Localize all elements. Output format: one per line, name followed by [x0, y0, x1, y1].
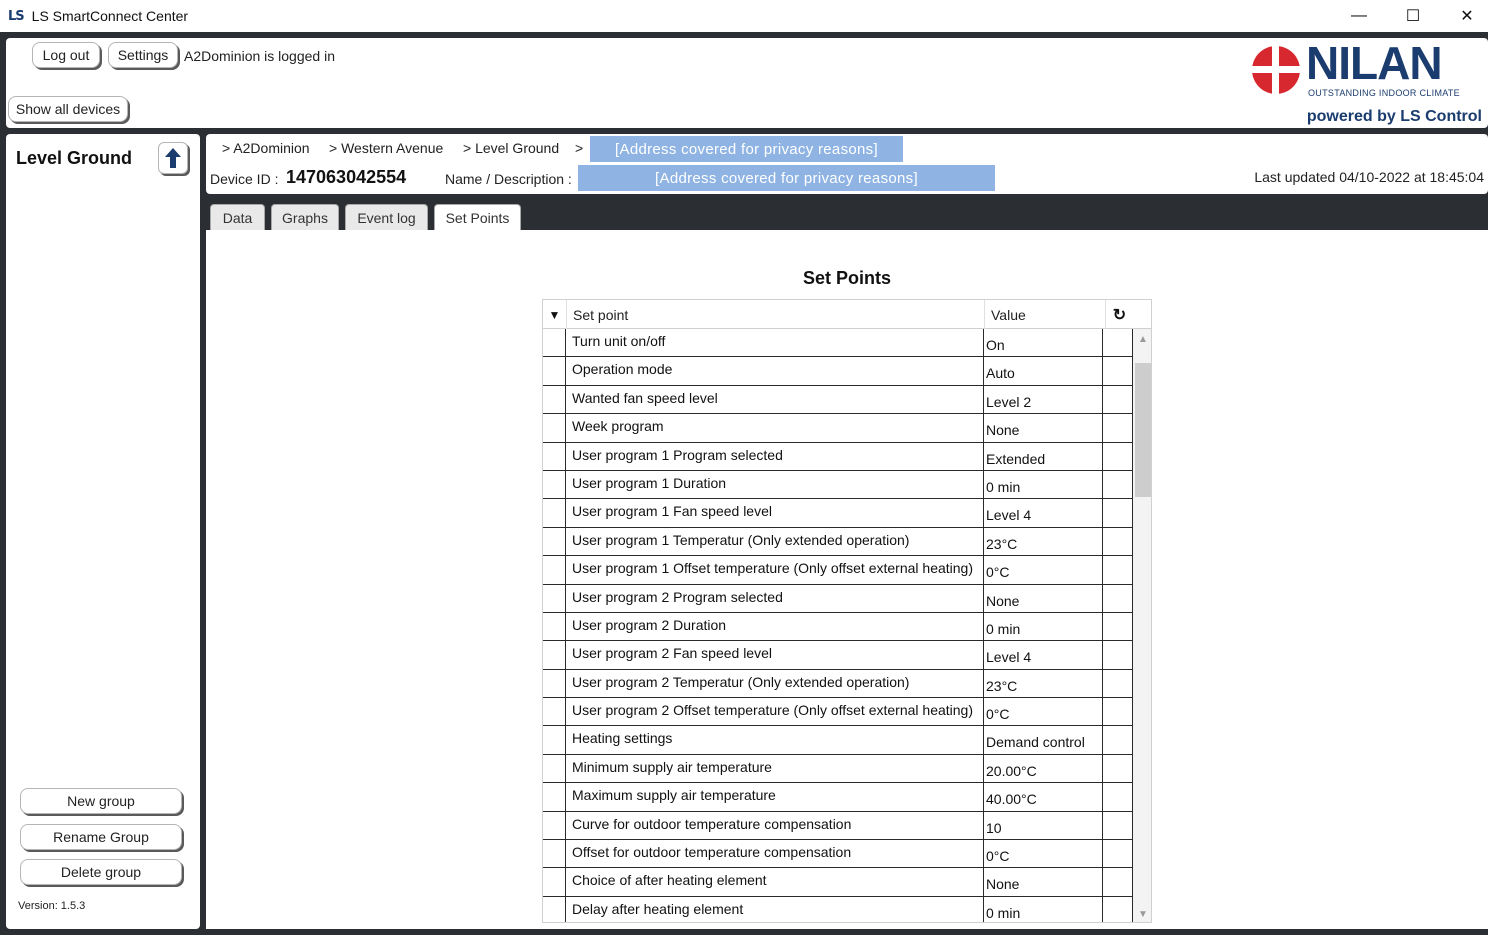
row-action-cell[interactable] — [1103, 443, 1133, 470]
window-title: LS SmartConnect Center — [31, 8, 189, 24]
row-selector[interactable] — [543, 726, 566, 753]
table-row[interactable] — [543, 897, 1133, 923]
brand-tagline: OUTSTANDING INDOOR CLIMATE — [1308, 88, 1460, 98]
set-points-panel — [206, 230, 1488, 929]
setpoint-value-cell[interactable]: 0 min — [984, 613, 1103, 640]
row-selector[interactable] — [543, 613, 566, 640]
last-updated-text: Last updated 04/10-2022 at 18:45:04 — [1254, 169, 1484, 185]
maximize-icon: ☐ — [1405, 8, 1421, 25]
setpoint-name-cell: User program 1 Fan speed level — [566, 499, 984, 526]
setpoint-value-cell[interactable]: 10 — [984, 812, 1103, 839]
table-row[interactable] — [543, 329, 1133, 357]
scroll-up-icon[interactable]: ▲ — [1138, 333, 1148, 345]
row-action-cell[interactable] — [1103, 357, 1133, 384]
row-action-cell[interactable] — [1103, 755, 1133, 782]
close-button[interactable] — [1440, 0, 1488, 32]
row-action-cell[interactable] — [1103, 528, 1133, 555]
row-selector[interactable] — [543, 868, 566, 895]
row-action-cell[interactable] — [1103, 386, 1133, 413]
breadcrumb-item[interactable]: > A2Dominion — [222, 140, 310, 156]
tab-graphs[interactable]: Graphs — [271, 204, 339, 230]
title-bar — [0, 0, 1488, 32]
close-icon: ✕ — [1460, 8, 1474, 25]
row-action-cell[interactable] — [1103, 670, 1133, 697]
column-header-value[interactable]: Value — [984, 300, 1105, 329]
scroll-thumb[interactable] — [1135, 363, 1151, 497]
show-all-devices-button[interactable]: Show all devices — [8, 96, 128, 122]
setpoint-name-cell: User program 1 Duration — [566, 471, 984, 498]
row-action-cell[interactable] — [1103, 897, 1133, 923]
rename-group-button[interactable]: Rename Group — [20, 824, 182, 850]
row-action-cell[interactable] — [1103, 556, 1133, 583]
refresh-icon[interactable]: ↻ — [1105, 300, 1133, 329]
table-row[interactable] — [543, 585, 1133, 613]
row-action-cell[interactable] — [1103, 641, 1133, 668]
table-row[interactable] — [543, 670, 1133, 698]
setpoint-value-cell[interactable]: Demand control — [984, 726, 1103, 753]
maximize-button[interactable] — [1386, 0, 1440, 32]
table-row[interactable] — [543, 556, 1133, 584]
breadcrumb-item[interactable]: > — [575, 140, 584, 156]
row-action-cell[interactable] — [1103, 613, 1133, 640]
group-sidebar — [6, 134, 200, 929]
tab-data[interactable]: Data — [210, 204, 265, 230]
table-scrollbar[interactable] — [1133, 329, 1152, 923]
setpoint-value-cell[interactable]: 23°C — [984, 670, 1103, 697]
table-row[interactable] — [543, 698, 1133, 726]
table-row[interactable] — [543, 528, 1133, 556]
table-row[interactable] — [543, 499, 1133, 527]
device-id-value: 147063042554 — [286, 167, 407, 187]
setpoint-value-cell[interactable]: Level 4 — [984, 499, 1103, 526]
table-row[interactable] — [543, 386, 1133, 414]
setpoint-name-cell: Minimum supply air temperature — [566, 755, 984, 782]
setpoint-name-cell: User program 2 Duration — [566, 613, 984, 640]
settings-button[interactable]: Settings — [108, 42, 178, 68]
setpoint-name-cell: Offset for outdoor temperature compensation — [566, 840, 984, 867]
setpoint-name-cell: Turn unit on/off — [566, 329, 984, 356]
setpoint-name-cell: Choice of after heating element — [566, 868, 984, 895]
row-selector[interactable] — [543, 443, 566, 470]
table-row[interactable] — [543, 840, 1133, 868]
set-points-title — [206, 268, 1488, 289]
row-selector[interactable] — [543, 357, 566, 384]
row-selector[interactable] — [543, 556, 566, 583]
setpoint-name-cell: User program 1 Temperatur (Only extended operation) — [566, 528, 984, 555]
setpoint-name-cell: Delay after heating element — [566, 897, 984, 923]
row-action-cell[interactable] — [1103, 868, 1133, 895]
set-points-table — [542, 299, 1152, 923]
table-row[interactable] — [543, 783, 1133, 811]
row-selector[interactable] — [543, 414, 566, 441]
breadcrumb-item[interactable]: > Level Ground — [463, 140, 560, 156]
group-up-button[interactable] — [158, 142, 188, 174]
minimize-icon: — — [1351, 7, 1367, 24]
sort-icon[interactable]: ▼ — [548, 307, 561, 322]
table-row[interactable] — [543, 812, 1133, 840]
setpoint-value-cell[interactable]: Level 4 — [984, 641, 1103, 668]
setpoint-value-cell[interactable]: On — [984, 329, 1103, 356]
row-selector[interactable] — [543, 329, 566, 356]
row-action-cell[interactable] — [1103, 812, 1133, 839]
version-label: Version: 1.5.3 — [18, 900, 86, 912]
table-row[interactable] — [543, 613, 1133, 641]
row-selector[interactable] — [543, 783, 566, 810]
tab-event-log[interactable]: Event log — [345, 204, 428, 230]
row-action-cell[interactable] — [1103, 414, 1133, 441]
setpoint-name-cell: Heating settings — [566, 726, 984, 753]
scroll-down-icon[interactable]: ▼ — [1138, 908, 1148, 920]
row-selector[interactable] — [543, 499, 566, 526]
setpoint-value-cell[interactable]: 40.00°C — [984, 783, 1103, 810]
table-row[interactable] — [543, 443, 1133, 471]
setpoint-value-cell[interactable]: 0 min — [984, 471, 1103, 498]
setpoint-name-cell: Curve for outdoor temperature compensation — [566, 812, 984, 839]
row-selector[interactable] — [543, 698, 566, 725]
row-selector[interactable] — [543, 386, 566, 413]
table-row[interactable] — [543, 357, 1133, 385]
setpoint-name-cell: User program 2 Offset temperature (Only offset external heating) — [566, 698, 984, 725]
setpoint-name-cell: User program 2 Fan speed level — [566, 641, 984, 668]
row-action-cell[interactable] — [1103, 840, 1133, 867]
row-selector[interactable] — [543, 641, 566, 668]
header-panel — [6, 38, 1488, 128]
row-selector[interactable] — [543, 755, 566, 782]
setpoint-value-cell[interactable]: 0°C — [984, 556, 1103, 583]
setpoint-value-cell[interactable]: 0°C — [984, 698, 1103, 725]
table-row[interactable] — [543, 755, 1133, 783]
row-action-cell[interactable] — [1103, 499, 1133, 526]
table-row[interactable] — [543, 868, 1133, 896]
row-selector[interactable] — [543, 528, 566, 555]
setpoint-value-cell[interactable]: Extended — [984, 443, 1103, 470]
minimize-button[interactable] — [1332, 0, 1386, 32]
setpoint-value-cell[interactable]: 0 min — [984, 897, 1103, 923]
name-description-label: Name / Description : — [445, 171, 572, 187]
address-redaction: [Address covered for privacy reasons] — [590, 136, 903, 162]
setpoint-name-cell: Operation mode — [566, 357, 984, 384]
logout-button[interactable]: Log out — [32, 42, 100, 68]
setpoint-name-cell: Maximum supply air temperature — [566, 783, 984, 810]
delete-group-button[interactable]: Delete group — [20, 859, 182, 885]
tab-set-points[interactable]: Set Points — [434, 204, 521, 231]
setpoint-name-cell: User program 1 Program selected — [566, 443, 984, 470]
setpoint-value-cell[interactable]: None — [984, 868, 1103, 895]
breadcrumb-item[interactable]: > Western Avenue — [329, 140, 444, 156]
powered-by-text: powered by LS Control — [1306, 108, 1482, 125]
row-selector[interactable] — [543, 670, 566, 697]
new-group-button[interactable]: New group — [20, 788, 182, 814]
table-header — [543, 300, 1152, 329]
up-arrow-icon — [164, 147, 182, 169]
table-body — [543, 329, 1133, 923]
setpoint-value-cell[interactable]: None — [984, 585, 1103, 612]
setpoint-value-cell[interactable]: Level 2 — [984, 386, 1103, 413]
row-action-cell[interactable] — [1103, 585, 1133, 612]
setpoint-name-cell: Week program — [566, 414, 984, 441]
setpoint-name-cell: User program 2 Program selected — [566, 585, 984, 612]
setpoint-value-cell[interactable]: None — [984, 414, 1103, 441]
setpoint-value-cell[interactable]: 0°C — [984, 840, 1103, 867]
nilan-logo — [1252, 37, 1482, 100]
column-header-set-point[interactable]: Set point — [566, 300, 984, 329]
device-id-label: Device ID : — [210, 171, 279, 187]
setpoint-value-cell[interactable]: 20.00°C — [984, 755, 1103, 782]
logged-in-status: A2Dominion is logged in — [184, 48, 335, 64]
setpoint-name-cell: User program 2 Temperatur (Only extended operation) — [566, 670, 984, 697]
row-selector[interactable] — [543, 897, 566, 923]
row-selector[interactable] — [543, 471, 566, 498]
table-row[interactable] — [543, 414, 1133, 442]
row-action-cell[interactable] — [1103, 698, 1133, 725]
row-selector[interactable] — [543, 585, 566, 612]
app-logo-icon: LS — [8, 8, 24, 24]
brand-name: NILAN — [1306, 37, 1442, 89]
row-selector[interactable] — [543, 812, 566, 839]
table-row[interactable] — [543, 471, 1133, 499]
row-action-cell[interactable] — [1103, 783, 1133, 810]
set-points-title-text: Set Points — [802, 268, 891, 288]
row-action-cell[interactable] — [1103, 471, 1133, 498]
table-row[interactable] — [543, 641, 1133, 669]
setpoint-name-cell: Wanted fan speed level — [566, 386, 984, 413]
row-selector[interactable] — [543, 840, 566, 867]
name-description-redaction: [Address covered for privacy reasons] — [578, 165, 995, 191]
setpoint-name-cell: User program 1 Offset temperature (Only offset external heating) — [566, 556, 984, 583]
group-title: Level Ground — [16, 148, 133, 168]
row-action-cell[interactable] — [1103, 726, 1133, 753]
device-info-bar — [206, 134, 1488, 194]
setpoint-value-cell[interactable]: Auto — [984, 357, 1103, 384]
setpoint-value-cell[interactable]: 23°C — [984, 528, 1103, 555]
row-action-cell[interactable] — [1103, 329, 1133, 356]
table-row[interactable] — [543, 726, 1133, 754]
